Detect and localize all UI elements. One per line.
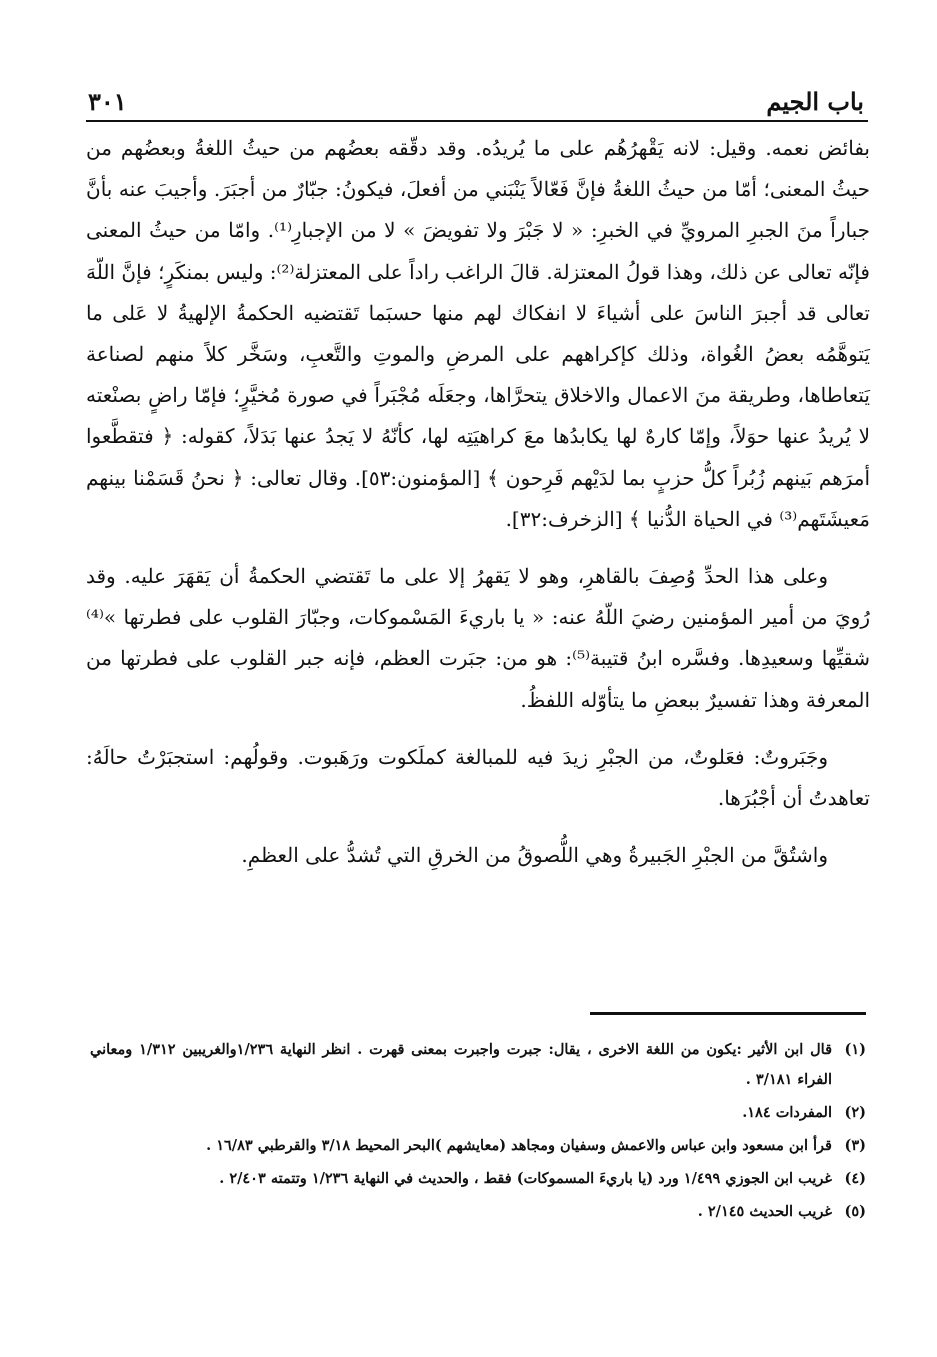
paragraph-4: واشتُقَّ من الجبْرِ الجَبيرةُ وهي اللُّصوقُ من الخرقِ التي تُشدُّ على العظمِ. xyxy=(241,843,828,868)
footnote-number: (٣) xyxy=(844,1137,866,1154)
footnote-number: (٤) xyxy=(844,1170,866,1187)
footnote-text: غريب الحديث ٢/١٤٥ . xyxy=(697,1203,832,1220)
paragraph-2: وعلى هذا الحدِّ وُصِفَ بالقاهرِ، وهو لا يَقهرُ إلا على ما تَقتضي الحكمةُ أن يَقهَرَ عليه. وقد رُويَ من أمير المؤمنين رضيَ اللّهُ عنه: « يا باريءَ المَسْموكات، وجبّارَ القلوب على فطرتها »⁽⁴⁾ شقيِّها وسعيدِها. وفسَّره ابنُ قتيبة⁽⁵⁾: هو من: جبَرت العظم، فإنه جبر القلوب على فطرتها من المعرفة وهذا تفسيرٌ ببعضِ ما يتأوّله اللفظُ. xyxy=(86,564,870,712)
footnote-text: المفردات ١٨٤. xyxy=(742,1104,832,1121)
footnote-text: قرأ ابن مسعود وابن عباس والاعمش وسفيان ومجاهد (معايشهم )البحر المحيط ٣/١٨ والقرطبي ١٦/٨٣ . xyxy=(206,1137,832,1154)
page-number: ٣٠١ xyxy=(88,87,127,116)
footnote-text: قال ابن الأثير :يكون من اللغة الاخرى ، يقال: جبرت واجبرت بمعنى قهرت . انظر النهاية ١/٢٣٦والغريبين ١/٣١٢ ومعاني الفراء ٣/١٨١ . xyxy=(90,1041,832,1088)
main-text xyxy=(86,128,870,876)
footnote-rule xyxy=(590,1012,866,1015)
paragraph-1: بفائض نعمه. وقيل: لانه يَقْهرُهُم على ما يُريدُه. وقد دقّقه بعضُهم من حيثُ اللغةُ وبعضُهم من حيثُ المعنى؛ أمّا من حيثُ اللغةُ فإنَّ فَعّالاً يَنْبَني من أفعلَ، فيكونُ: جبّارٌ من أجبَرَ. وأجيبَ عنه بأنَّ جباراً منَ الجبرِ المرويِّ في الخبرِ: « لا جَبْرَ ولا تفويضَ » لا من الإجبارِ⁽¹⁾. وامّا من حيثُ المعنى فإنّه تعالى عن ذلك، وهذا قولُ المعتزلة. قالَ الراغب راداً على المعتزلة⁽²⁾: وليس بمنكَرٍ؛ فإنَّ اللّهَ تعالى قد أجبرَ الناسَ على أشياءَ لا انفكاك لهم منها حسبَما تَقتضيه الحكمةُ الإلهيةُ لا عَلى ما يَتوهَّمُه بعضُ الغُواة، وذلك كإكراههم على المرضِ والموتِ والتَّعبِ، وسَخَّر كلاً منهم لصناعة يَتعاطاها، وطريقة منَ الاعمال والاخلاق يتحرَّاها، وجعَلَه مُجْبَراً في صورة مُخيَّرٍ؛ فإمّا راضٍ بصنْعته لا يُريدُ عنها حوَلاً، وإمّا كارهٌ لها يكابدُها معَ كراهيَتِه لها، كأنّهُ لا يَجدُ عنها بَدَلاً، كقوله: ﴿ فتقطَّعوا أمرَهم بَينهم زُبُراً كلُّ حزبٍ بما لدَيْهم فَرِحون ﴾ [المؤمنون:٥٣]. وقال تعالى: ﴿ نحنُ قَسَمْنا بينهم مَعيشَتَهم⁽³⁾ في الحياة الدُّنيا ﴾ [الزخرف:٣٢]. xyxy=(86,136,871,531)
footnote xyxy=(90,1131,866,1161)
chapter-title: باب الجيم xyxy=(766,87,864,116)
footnote-number: (٥) xyxy=(844,1203,866,1220)
footnote xyxy=(90,1035,866,1095)
footnote-text: غريب ابن الجوزي ١/٤٩٩ ورد (يا باريءَ المسموكات) فقط ، والحديث في النهاية ١/٢٣٦ وتتمته ٢/٤٠٣ . xyxy=(219,1170,832,1187)
footnote xyxy=(90,1197,866,1227)
footnotes xyxy=(90,1035,866,1230)
page-header xyxy=(88,72,864,116)
header-rule xyxy=(86,120,868,122)
footnote-number: (٢) xyxy=(844,1104,866,1121)
paragraph-3: وجَبَروتٌ: فعَلوتٌ، من الجبْرِ زيدَ فيه للمبالغة كملَكوت ورَهَبوت. وقولُهم: استجبَرْتُ حالَهُ: تعاهدتُ أن أجْبُرَها. xyxy=(86,744,870,811)
footnote xyxy=(90,1164,866,1194)
footnote-number: (١) xyxy=(844,1041,866,1058)
footnote xyxy=(90,1098,866,1128)
